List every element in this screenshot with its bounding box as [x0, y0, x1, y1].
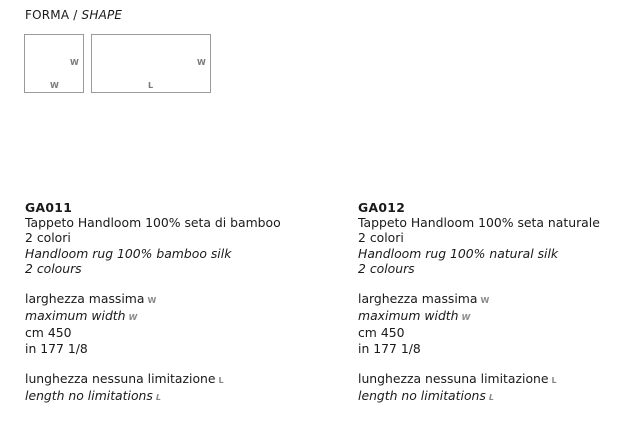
width-inch: in 177 1/8 [358, 340, 421, 356]
length-it-tag: L [551, 375, 557, 385]
max-width-it: larghezza massima [358, 291, 478, 307]
length-en-tag: L [155, 393, 161, 403]
product-description-it: Tappeto Handloom 100% seta di bamboo [25, 215, 281, 231]
length-en-row [358, 388, 600, 405]
length-it-tag: L [218, 375, 224, 385]
max-width-en: maximum width [358, 308, 459, 324]
max-width-en: maximum width [25, 308, 126, 324]
heading-forma: FORMA [25, 8, 70, 22]
max-width-en-row [25, 308, 281, 325]
max-width-it-tag: W [480, 296, 490, 306]
width-inch: in 177 1/8 [25, 340, 88, 356]
max-width-it: larghezza massima [25, 291, 145, 307]
max-width-it-row [358, 291, 600, 308]
product-colors-en: 2 colours [358, 260, 415, 276]
spacer [358, 356, 600, 371]
product-description-en: Handloom rug 100% bamboo silk [25, 245, 232, 261]
product-colors-it: 2 colori [25, 230, 71, 246]
spacer [358, 276, 600, 291]
max-width-en-tag: W [461, 313, 471, 323]
product-ga012 [358, 200, 600, 405]
length-en-tag: L [488, 393, 494, 403]
product-colors-en: 2 colours [25, 260, 82, 276]
product-description-it: Tappeto Handloom 100% seta naturale [358, 215, 600, 231]
square-bottom-label: W [50, 81, 59, 90]
product-description-en: Handloom rug 100% natural silk [358, 245, 559, 261]
square-side-label: W [70, 58, 79, 67]
spacer [25, 356, 281, 371]
length-it-row [358, 371, 600, 388]
shape-rectangle-diagram [91, 34, 211, 93]
spacer [25, 276, 281, 291]
length-it-row [25, 371, 281, 388]
width-cm: cm 450 [358, 325, 405, 341]
heading-shape: SHAPE [81, 8, 123, 22]
rectangle-bottom-label: L [148, 81, 154, 90]
max-width-en-row [358, 308, 600, 325]
product-code: GA011 [25, 200, 73, 215]
product-code: GA012 [358, 200, 406, 215]
max-width-en-tag: W [128, 313, 138, 323]
length-en: length no limitations [358, 388, 486, 404]
max-width-it-tag: W [147, 296, 157, 306]
length-it: lunghezza nessuna limitazione [25, 370, 216, 386]
width-cm: cm 450 [25, 325, 72, 341]
length-it: lunghezza nessuna limitazione [358, 370, 549, 386]
rectangle-side-label: W [197, 58, 206, 67]
product-colors-it: 2 colori [358, 230, 404, 246]
product-ga011 [25, 200, 281, 405]
heading-separator: / [73, 8, 78, 22]
shape-square-diagram [24, 34, 84, 93]
length-en: length no limitations [25, 388, 153, 404]
max-width-it-row [25, 291, 281, 308]
length-en-row [25, 388, 281, 405]
section-heading [25, 8, 122, 22]
